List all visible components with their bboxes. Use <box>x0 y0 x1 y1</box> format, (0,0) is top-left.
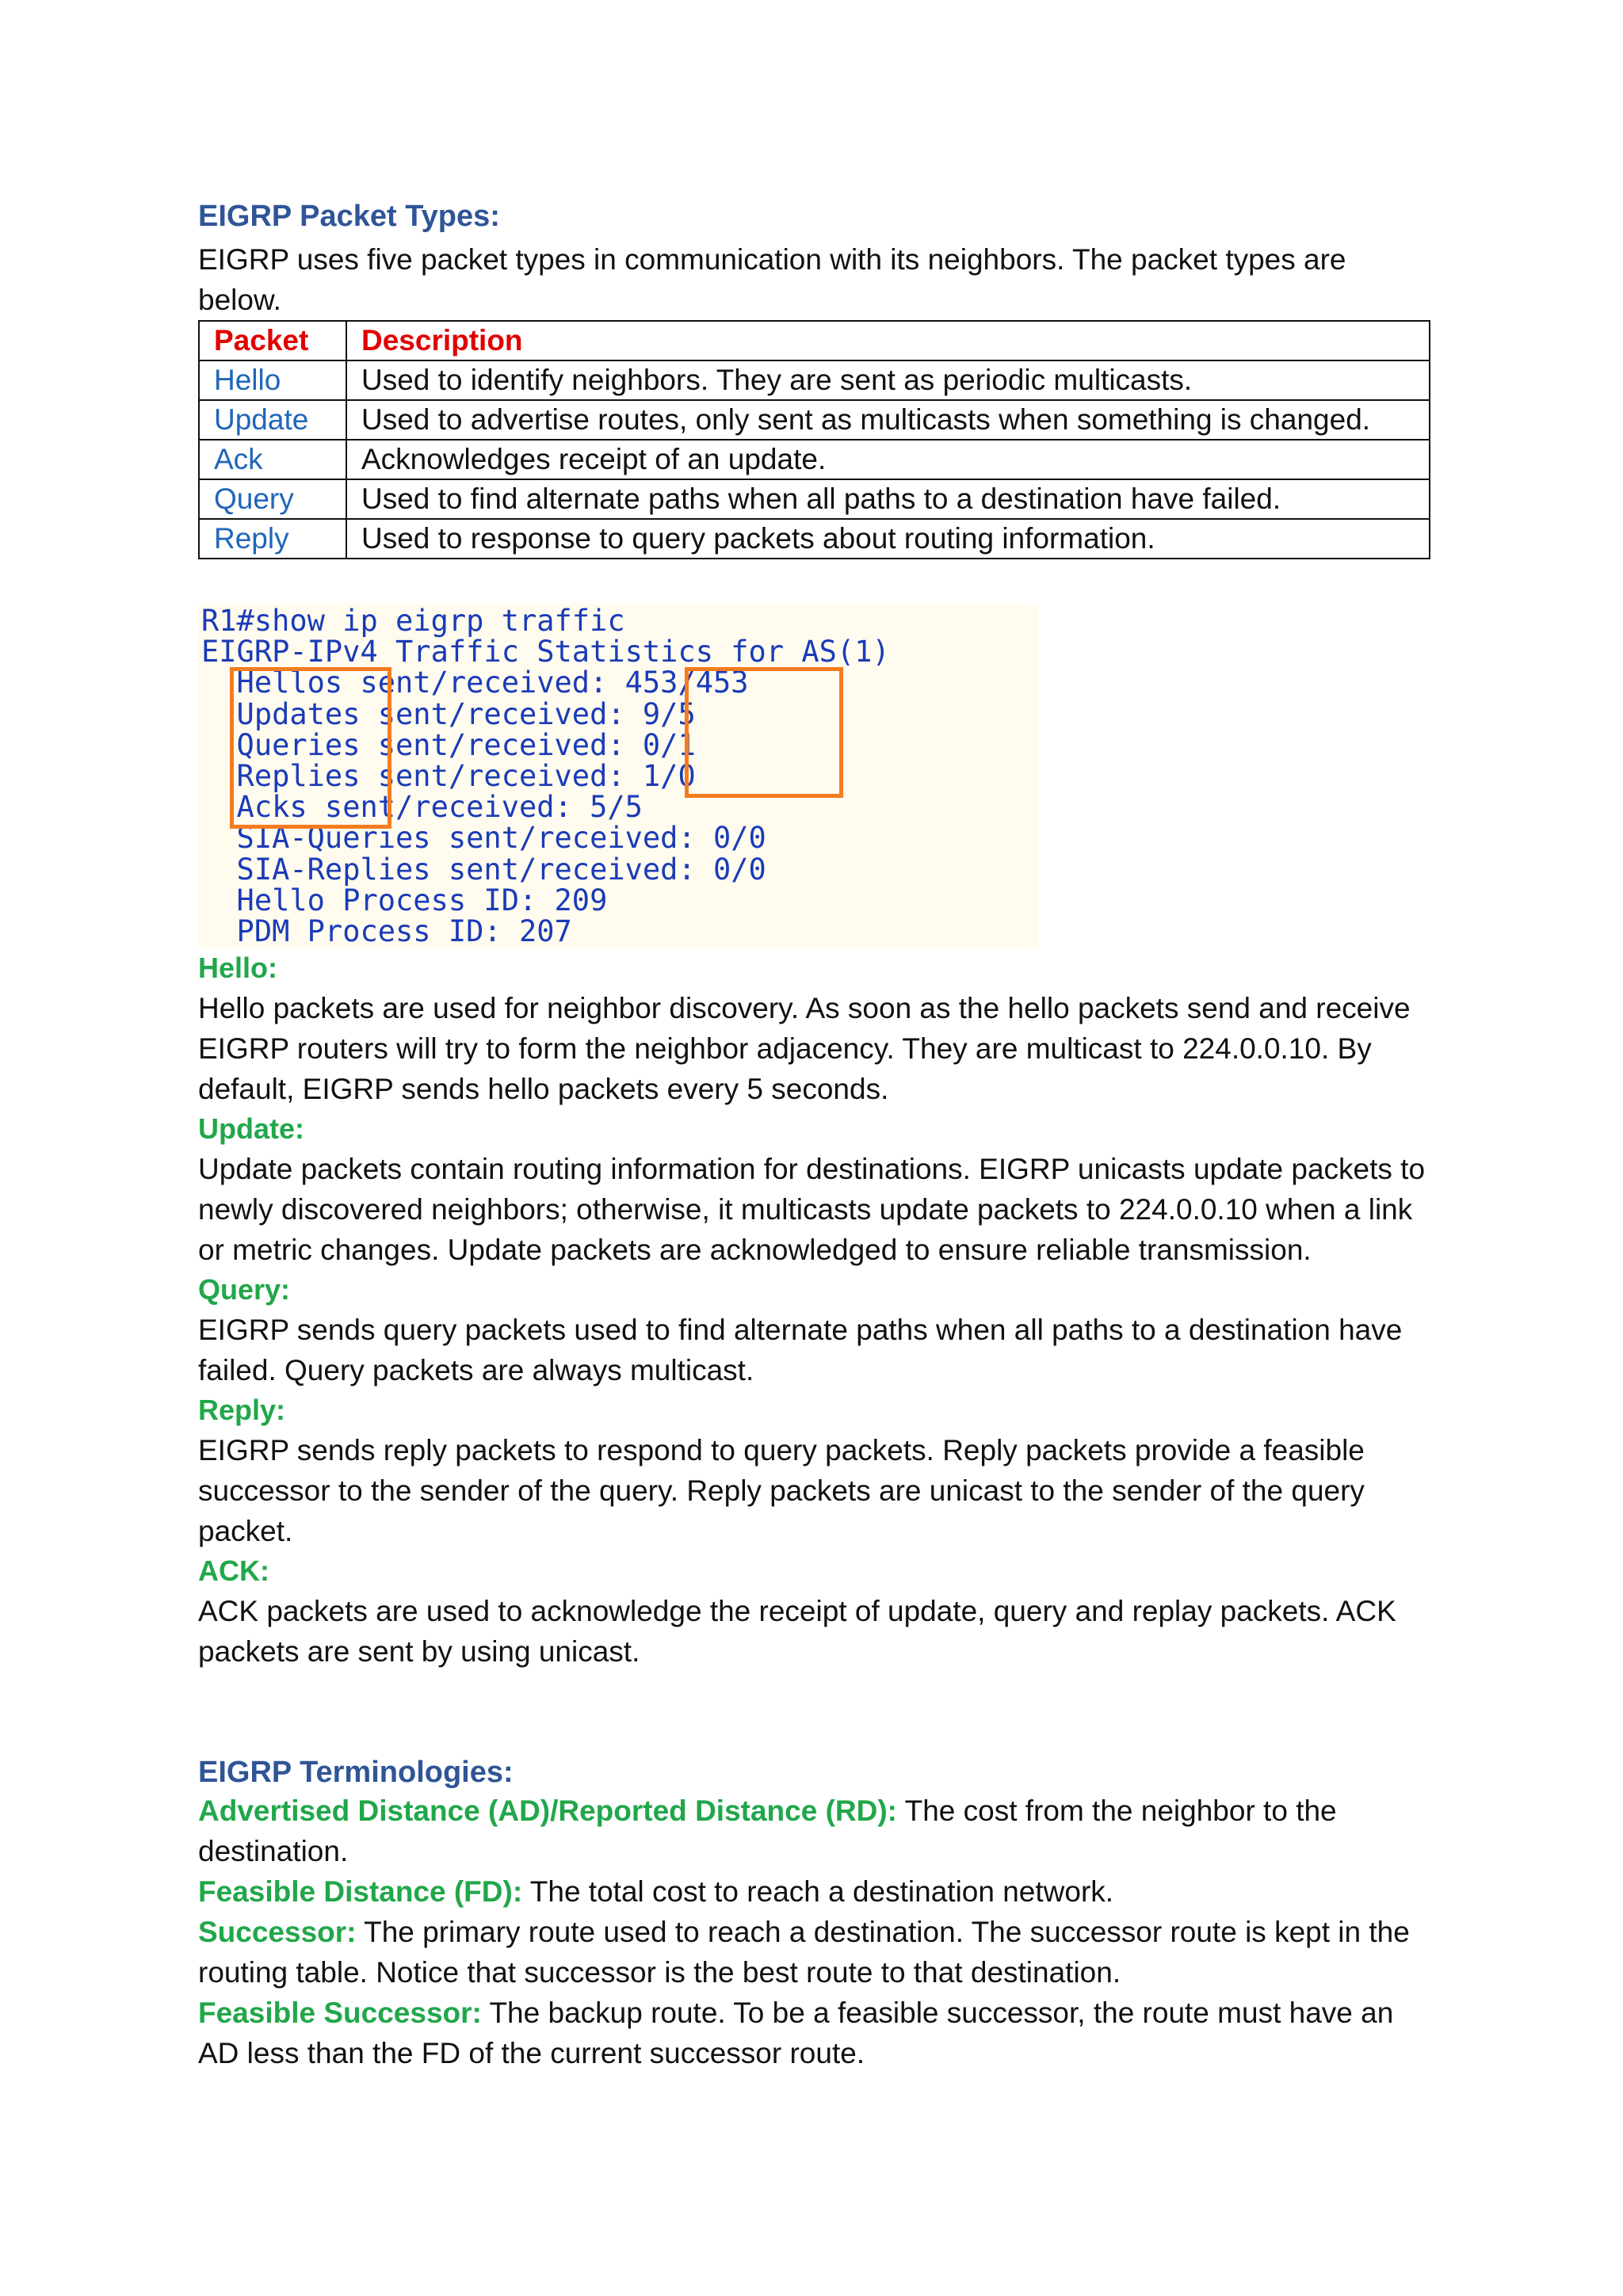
term-definition: The cost from the neighbor to the destination. <box>198 1794 1337 1867</box>
packet-types-heading: EIGRP Packet Types: <box>198 200 500 233</box>
hello-text: Hello packets are used for neighbor discovery. As soon as the hello packets send and receive EIGRP routers will try to form the neighbor adjacency. They are multicast to 224.0.0.10. By default, EIGRP sends hello packets every 5 seconds. <box>198 992 1411 1105</box>
table-cell-packet: Ack <box>199 440 346 479</box>
table-cell-packet: Query <box>199 479 346 519</box>
terminal-line: Queries sent/received: 0/1 <box>201 727 696 762</box>
query-title: Query: <box>198 1273 291 1306</box>
table-header-row <box>199 321 1430 360</box>
terminal-line: EIGRP-IPv4 Traffic Statistics for AS(1) <box>201 635 890 669</box>
term-definition: The total cost to reach a destination network. <box>522 1875 1114 1908</box>
query-text: EIGRP sends query packets used to find alternate paths when all paths to a destination have failed. Query packets are always multicast. <box>198 1314 1403 1386</box>
terminal-line: R1#show ip eigrp traffic <box>201 604 625 638</box>
table-cell-packet: Hello <box>199 360 346 400</box>
table-row <box>199 519 1430 559</box>
packet-names-highlight-box <box>230 667 391 829</box>
terminal-line: SIA-Queries sent/received: 0/0 <box>201 821 766 856</box>
table-row <box>199 360 1430 400</box>
counters-highlight-box <box>685 667 843 798</box>
table-header-packet: Packet <box>199 321 346 360</box>
ack-text: ACK packets are used to acknowledge the receipt of update, query and replay packets. ACK packets are sent by using unicast. <box>198 1595 1396 1668</box>
term-feasible-distance <box>198 1871 1430 1912</box>
section-spacer <box>198 1672 1430 1754</box>
term-label: Successor: <box>198 1916 357 1948</box>
term-definition: The primary route used to reach a destination. The successor route is kept in the routing table. Notice that successor is the best route to that destination. <box>198 1916 1410 1989</box>
table-cell-description: Used to advertise routes, only sent as multicasts when something is changed. <box>346 400 1430 440</box>
table-cell-packet: Reply <box>199 519 346 559</box>
term-label: Feasible Distance (FD): <box>198 1875 523 1908</box>
terminal-line: PDM Process ID: 207 <box>201 913 572 948</box>
table-cell-description: Used to find alternate paths when all paths to a destination have failed. <box>346 479 1430 519</box>
update-title: Update: <box>198 1112 304 1145</box>
table-header-description: Description <box>346 321 1430 360</box>
terminal-line: SIA-Replies sent/received: 0/0 <box>201 852 766 887</box>
reply-text: EIGRP sends reply packets to respond to query packets. Reply packets provide a feasible successor to the sender of the query. Reply packets are unicast to the sender of the query packet. <box>198 1434 1365 1547</box>
document-page <box>198 198 1430 2073</box>
term-feasible-successor <box>198 1993 1430 2073</box>
term-advertised-distance <box>198 1791 1430 1871</box>
term-successor <box>198 1912 1430 1993</box>
ack-title: ACK: <box>198 1554 269 1587</box>
term-definition: The backup route. To be a feasible successor, the route must have an AD less than the FD of the current successor route. <box>198 1997 1394 2069</box>
terminal-line: Hello Process ID: 209 <box>201 883 608 917</box>
terminal-line: Updates sent/received: 9/5 <box>201 696 696 731</box>
hello-title: Hello: <box>198 952 278 984</box>
table-row <box>199 440 1430 479</box>
terminal-line: Acks sent/received: 5/5 <box>201 790 643 825</box>
term-label: Feasible Successor: <box>198 1997 482 2029</box>
packet-types-intro: EIGRP uses five packet types in communication with its neighbors. The packet types are below. <box>198 243 1346 316</box>
term-label: Advertised Distance (AD)/Reported Distance (RD): <box>198 1794 897 1827</box>
table-cell-description: Used to response to query packets about routing information. <box>346 519 1430 559</box>
table-cell-description: Used to identify neighbors. They are sent as periodic multicasts. <box>346 360 1430 400</box>
reply-title: Reply: <box>198 1394 286 1426</box>
table-row <box>199 479 1430 519</box>
terminal-line: Hellos sent/received: 453/453 <box>201 666 749 700</box>
terminal-screenshot <box>198 604 1038 948</box>
terminologies-heading: EIGRP Terminologies: <box>198 1756 514 1789</box>
update-text: Update packets contain routing information for destinations. EIGRP unicasts update packets to newly discovered neighbors; otherwise, it multicasts update packets to 224.0.0.10 when a link or metric changes. Update packets are acknowledged to ensure reliable transmission. <box>198 1153 1426 1266</box>
packet-types-table <box>198 320 1430 559</box>
terminal-line: Replies sent/received: 1/0 <box>201 758 696 793</box>
table-row <box>199 400 1430 440</box>
table-cell-description: Acknowledges receipt of an update. <box>346 440 1430 479</box>
table-cell-packet: Update <box>199 400 346 440</box>
